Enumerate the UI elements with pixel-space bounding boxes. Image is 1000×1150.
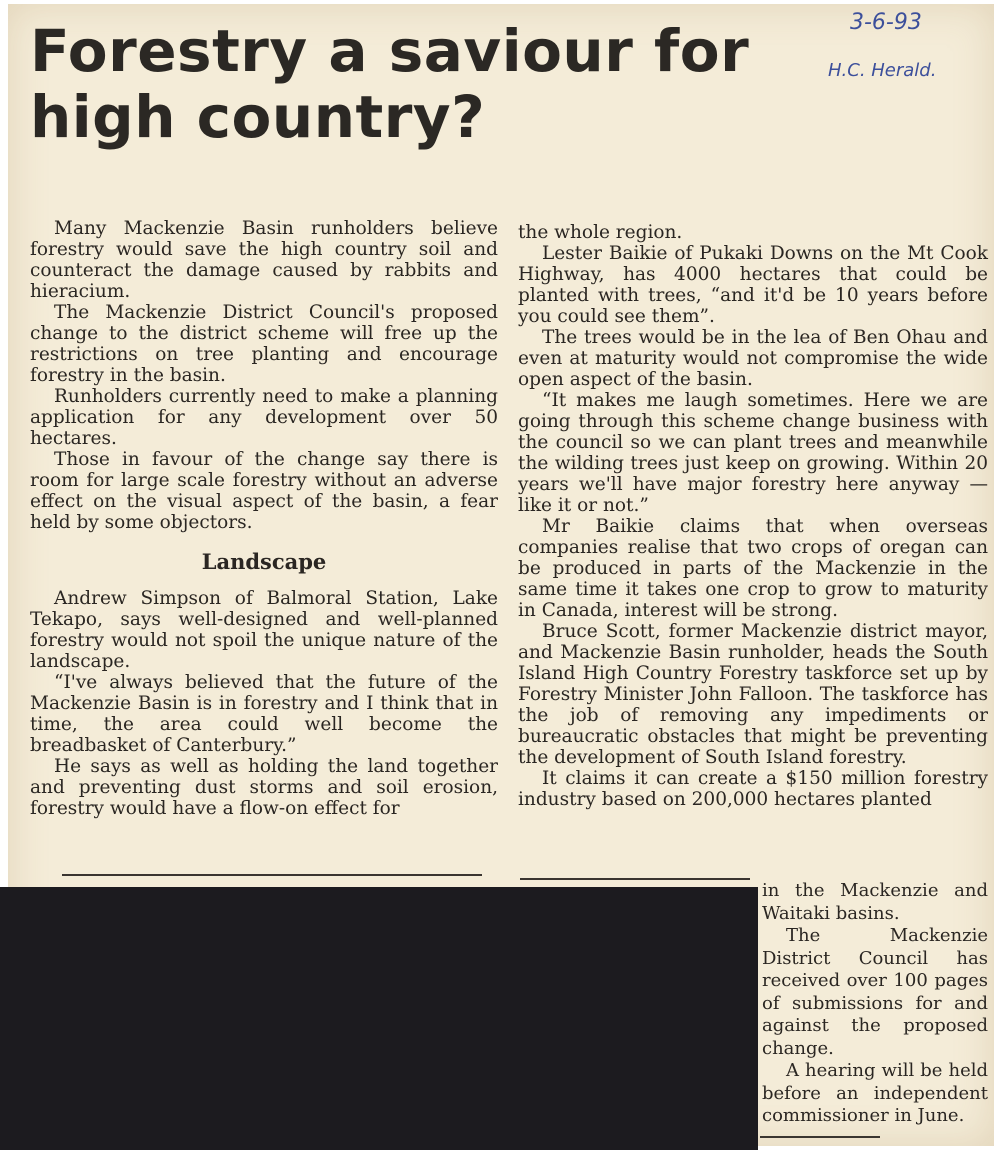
- paragraph: It claims it can create a $150 million forestry industry based on 200,000 hectares planted: [518, 768, 988, 810]
- paragraph: Many Mackenzie Basin runholders believe forestry would save the high country soil and counteract the damage caused by rabbits and hieracium.: [30, 218, 498, 302]
- paragraph: Lester Baikie of Pukaki Downs on the Mt Cook Highway, has 4000 hectares that could be planted with trees, “and it'd be 10 years before you could see them”.: [518, 243, 988, 327]
- paragraph: Mr Baikie claims that when overseas companies realise that two crops of oregan can be produced in parts of the Mackenzie in the same time it takes one crop to grow to maturity in Canada, interest will be strong.: [518, 516, 988, 621]
- article-column-1: [30, 218, 498, 819]
- paragraph: Andrew Simpson of Balmoral Station, Lake Tekapo, says well-designed and well-planned forestry would not spoil the unique nature of the landscape.: [30, 588, 498, 672]
- article-end-rule: [760, 1136, 880, 1138]
- headline: Forestry a saviour for high country?: [30, 17, 750, 151]
- article-column-3: [762, 880, 988, 1128]
- subheading: Landscape: [201, 549, 327, 574]
- paragraph: “It makes me laugh sometimes. Here we are going through this scheme change business with the council so we can plant trees and meanwhile the wilding trees just keep on growing. Within 20 years we'll have major forestry here anyway — like it or not.”: [518, 390, 988, 516]
- column-divider-rule: [520, 878, 750, 880]
- paragraph: Bruce Scott, former Mackenzie district mayor, and Mackenzie Basin runholder, heads the South Island High Country Forestry taskforce set up by Forestry Minister John Falloon. The taskforce has the job of removing any impediments or bureaucratic obstacles that might be preventing the development of South Island forestry.: [518, 621, 988, 768]
- paragraph: A hearing will be held before an independent commissioner in June.: [762, 1060, 988, 1126]
- handwritten-date: 3-6-93: [850, 10, 922, 35]
- article-column-2: [518, 222, 988, 810]
- paragraph: Runholders currently need to make a planning application for any development over 50 hectares.: [30, 386, 498, 449]
- paragraph: in the Mackenzie and Waitaki basins.: [762, 880, 988, 924]
- paragraph: The Mackenzie District Council's proposed change to the district scheme will free up the restrictions on tree planting and encourage forestry in the basin.: [30, 302, 498, 386]
- column-divider-rule: [62, 874, 482, 876]
- paragraph: The Mackenzie District Council has received over 100 pages of submissions for and against the proposed change.: [762, 925, 988, 1059]
- paragraph: the whole region.: [518, 222, 683, 243]
- paragraph: He says as well as holding the land together and preventing dust storms and soil erosion, forestry would have a flow-on effect for: [30, 756, 498, 819]
- scan-background-area: [0, 887, 758, 1150]
- paragraph: Those in favour of the change say there is room for large scale forestry without an adverse effect on the visual aspect of the basin, a fear held by some objectors.: [30, 449, 498, 533]
- paragraph: “I've always believed that the future of the Mackenzie Basin is in forestry and I think that in time, the area could well become the breadbasket of Canterbury.”: [30, 672, 498, 756]
- paragraph: The trees would be in the lea of Ben Ohau and even at maturity would not compromise the wide open aspect of the basin.: [518, 327, 988, 390]
- handwritten-source: H.C. Herald.: [828, 60, 937, 81]
